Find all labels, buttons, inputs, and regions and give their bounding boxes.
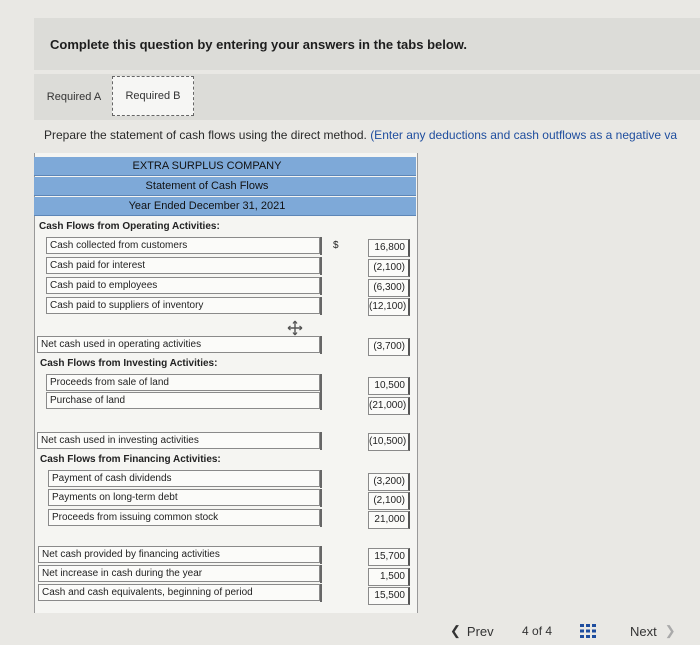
page-indicator — [522, 624, 552, 638]
page-current: 4 — [522, 624, 529, 638]
statement-period: Year Ended December 31, 2021 — [128, 200, 286, 212]
chevron-right-icon: ❯ — [664, 623, 676, 638]
beginning-cash-label[interactable]: Cash and cash equivalents, beginning of period — [38, 584, 320, 601]
financing-row-2-value[interactable]: (2,100) — [368, 492, 410, 510]
company-name: EXTRA SURPLUS COMPANY — [132, 160, 282, 172]
column-divider — [320, 336, 322, 354]
financing-row-3-value[interactable]: 21,000 — [368, 511, 410, 529]
column-divider — [320, 546, 322, 564]
investing-row-1-value[interactable]: 10,500 — [368, 377, 410, 395]
column-divider — [320, 237, 322, 255]
operating-total-value[interactable]: (3,700) — [368, 338, 410, 356]
net-increase-value[interactable]: 1,500 — [368, 568, 410, 586]
column-divider — [320, 489, 322, 507]
column-divider — [320, 277, 322, 295]
page-separator: of — [532, 624, 543, 638]
operating-row-4-value[interactable]: (12,100) — [368, 298, 410, 316]
operating-row-3-label[interactable]: Cash paid to employees — [46, 277, 320, 294]
column-divider — [320, 584, 322, 602]
operating-row-4-label[interactable]: Cash paid to suppliers of inventory — [46, 297, 320, 314]
operating-row-2-label[interactable]: Cash paid for interest — [46, 257, 320, 274]
tab-required-b[interactable]: Required B — [112, 76, 194, 116]
statement-title: Statement of Cash Flows — [145, 180, 269, 192]
prompt-text — [44, 128, 700, 142]
operating-row-2-value[interactable]: (2,100) — [368, 259, 410, 277]
operating-row-3-value[interactable]: (6,300) — [368, 279, 410, 297]
financing-heading: Cash Flows from Financing Activities: — [40, 454, 221, 465]
page-total: 4 — [545, 624, 553, 638]
financing-row-3-label[interactable]: Proceeds from issuing common stock — [48, 509, 320, 526]
move-cursor-icon — [287, 320, 303, 336]
column-divider — [320, 565, 322, 583]
column-divider — [320, 392, 322, 410]
financing-total-value[interactable]: 15,700 — [368, 548, 410, 566]
column-divider — [320, 470, 322, 488]
financing-row-2-label[interactable]: Payments on long-term debt — [48, 489, 320, 506]
tab-required-a[interactable]: Required A — [46, 91, 102, 103]
investing-total-value[interactable]: (10,500) — [368, 433, 410, 451]
column-divider — [320, 297, 322, 315]
net-increase-label[interactable]: Net increase in cash during the year — [38, 565, 320, 582]
financing-total-label[interactable]: Net cash provided by financing activities — [38, 546, 320, 563]
statement-title-row — [34, 177, 416, 196]
prompt-note: (Enter any deductions and cash outflows as a negative va — [370, 128, 678, 142]
operating-total-label[interactable]: Net cash used in operating activities — [37, 336, 320, 353]
investing-row-2-value[interactable]: (21,000) — [368, 397, 410, 415]
operating-row-1-value[interactable]: 16,800 — [368, 239, 410, 257]
column-divider — [320, 257, 322, 275]
operating-row-1-label[interactable]: Cash collected from customers — [46, 237, 320, 254]
investing-row-1-label[interactable]: Proceeds from sale of land — [46, 374, 320, 391]
grid-view-icon[interactable] — [580, 624, 596, 638]
column-divider — [320, 509, 322, 527]
column-divider — [320, 432, 322, 450]
next-button[interactable] — [622, 618, 694, 644]
investing-total-label[interactable]: Net cash used in investing activities — [37, 432, 320, 449]
financing-row-1-value[interactable]: (3,200) — [368, 473, 410, 491]
currency-symbol: $ — [333, 240, 339, 251]
prev-label: Prev — [466, 623, 494, 639]
prompt-lead: Prepare the statement of cash flows using the direct method. — [44, 128, 371, 142]
instruction-text: Complete this question by entering your answers in the tabs below. — [50, 37, 468, 52]
financing-row-1-label[interactable]: Payment of cash dividends — [48, 470, 320, 487]
operating-heading: Cash Flows from Operating Activities: — [39, 221, 220, 232]
statement-period-row — [34, 197, 416, 216]
company-name-row — [34, 157, 416, 176]
beginning-cash-value[interactable]: 15,500 — [368, 587, 410, 605]
chevron-left-icon: ❮ — [450, 623, 461, 638]
next-label: Next — [630, 623, 657, 639]
investing-row-2-label[interactable]: Purchase of land — [46, 392, 320, 409]
prev-button[interactable] — [442, 618, 502, 644]
column-divider — [320, 374, 322, 392]
investing-heading: Cash Flows from Investing Activities: — [40, 358, 218, 369]
